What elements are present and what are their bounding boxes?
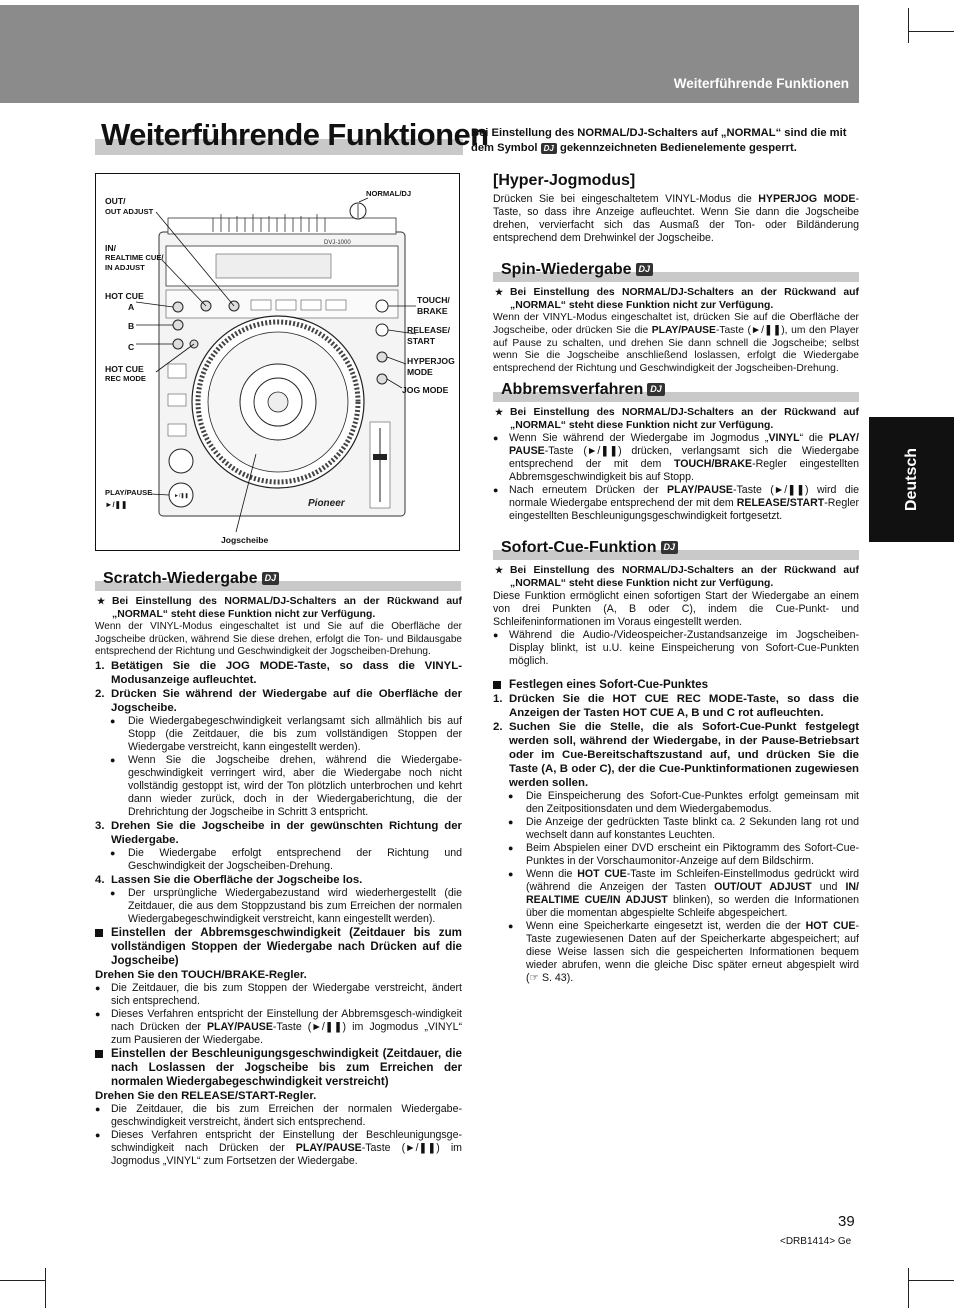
bullet-item: ● Wenn eine Speicherkarte eingesetzt ist, werden die der HOT CUE-Taste zugewiesenen Daten auf der Speicherkarte abgespeichert; auf diese Weise lassen sich die gespeicherten Informationen bequem wieder abrufen, wenn die gleiche Disc später erneut abgespielt wird (☞ S. 43).: [493, 920, 859, 985]
scratch-step: 1. Betätigen Sie die JOG MODE-Taste, so dass die VINYL-Modusanzeige aufleuchtet.: [95, 659, 462, 686]
crop-mark: [908, 31, 954, 32]
crop-mark: [908, 1268, 909, 1308]
label-normal-dj: NORMAL/DJ: [366, 189, 412, 198]
bullet-item: ● Die Wiedergabegeschwindigkeit verlangsamt sich allmählich bis auf Stopp (die Zeitdauer, die bis zum vollständigen Stoppen der Wiedergabe verstreicht, kann eingestellt werden).: [95, 715, 462, 754]
sofort-note: ★ Bei Einstellung des NORMAL/DJ-Schalters an der Rückwand auf „NORMAL“ steht diese Funktion nicht zur Verfügung.: [493, 564, 859, 590]
hyperjog-title: [Hyper-Jogmodus]: [493, 172, 636, 189]
header-band: [0, 5, 859, 103]
spin-section-body: ★ Bei Einstellung des NORMAL/DJ-Schalters an der Rückwand auf „NORMAL“ steht diese Funktion nicht zur Verfügung. Wenn der VINYL-Modus eingeschaltet ist, drücken Sie auf die Oberfläche der Jogscheibe, oder drücken Sie die PLAY/PAUSE-Taste (►/❚❚), um den Player auf Pause zu schalten, und drehen Sie dann schnell die Jogscheibe; selbst wenn Sie die Jogscheibe anschließend loslassen, erfolgt die Wiedergabe entsprechend der Richtung und Geschwindigkeit der Jogscheiben-Drehung.: [493, 286, 859, 376]
label-in-adjust: IN ADJUST: [105, 263, 145, 272]
label-out: OUT/: [105, 196, 126, 206]
crop-mark: [908, 8, 909, 43]
label-in: IN/: [105, 243, 116, 253]
scratch-intro: Wenn der VINYL-Modus eingeschaltet ist und Sie auf die Oberfläche der Jogscheibe drücken, während Sie diese drehen, erfolgt die Ton- und Bildausgabe entsprechend der Richtung und Geschwindigkeit der Jogscheiben-Drehung.: [95, 621, 462, 657]
label-hot-cue-a: A: [128, 302, 135, 312]
bullet-item: ● Die Einspeicherung des Sofort-Cue-Punktes erfolgt gemeinsam mit den Zeitpositionsdaten und dem Wiedergabemodus.: [493, 790, 859, 816]
crop-mark: [908, 1280, 954, 1281]
scratch-step: 2. Drücken Sie während der Wiedergabe auf die Oberfläche der Jogscheibe.: [95, 687, 462, 714]
bullet-item: ● Der ursprüngliche Wiedergabezustand wird wiederhergestellt (die Zeitdauer, die aus dem Stoppzustand bis zum Erreichen der normalen Wiedergabegeschwindigkeit verstreicht, kann eingestellt werden).: [95, 887, 462, 926]
accel-subhead: Einstellen der Beschleunigungsgeschwindigkeit (Zeitdauer, die nach Loslassen der Jogscheibe bis zum Erreichen der normalen Wiedergabegeschwindigkeit verstreicht): [95, 1047, 462, 1089]
bullet-item: ● Die Zeitdauer, die bis zum Erreichen der normalen Wiedergabe-geschwindigkeit verstreicht, ändert sich entsprechend.: [95, 1103, 462, 1129]
sofort-cue-section-title: Sofort-Cue-Funktion DJ: [501, 539, 678, 557]
label-jog-mode: JOG MODE: [402, 385, 449, 395]
brand-logo: Pioneer: [308, 498, 345, 509]
label-hot-cue: HOT CUE: [105, 291, 144, 301]
spin-section-title: Spin-Wiedergabe DJ: [501, 261, 653, 279]
language-tab: [869, 417, 954, 542]
label-out-adjust: OUT ADJUST: [105, 207, 154, 216]
label-rec-mode: REC MODE: [105, 374, 146, 383]
sofort-subhead: Festlegen eines Sofort-Cue-Punktes: [493, 678, 859, 692]
document-code: <DRB1414> Ge: [780, 1236, 852, 1247]
bullet-item: ● Dieses Verfahren entspricht der Einstellung der Abbremsgesch-windigkeit nach Drücken der PLAY/PAUSE-Taste (►/❚❚) im Jogmodus „VINYL“ zum Pausieren der Wiedergabe.: [95, 1008, 462, 1047]
bullet-item: ● Die Zeitdauer, die bis zum Stoppen der Wiedergabe verstreicht, ändert sich entsprechend.: [95, 982, 462, 1008]
hyperjog-body: Drücken Sie bei eingeschaltetem VINYL-Modus die HYPERJOG MODE-Taste, so dass ihre Anzeige aufleuchtet. Wenn Sie dann die Jogscheibe drehen, vervierfacht sich das Ausmaß der Ton- oder Bildänderung entsprechend dem Drehwinkel der Jogscheibe.: [493, 193, 859, 244]
label-jogscheibe: Jogscheibe: [221, 535, 269, 545]
brake-section-body: [493, 406, 859, 523]
label-release-start-2: START: [407, 336, 436, 346]
page-title: Weiterführende Funktionen: [101, 117, 489, 152]
sofort-cue-section-body: [493, 564, 859, 985]
label-hot-cue-rec: HOT CUE: [105, 364, 144, 374]
label-hyperjog-1: HYPERJOG: [407, 356, 455, 366]
scratch-step: 3. Drehen Sie die Jogscheibe in der gewünschten Richtung der Wiedergabe.: [95, 819, 462, 846]
dj-symbol: DJ: [541, 143, 557, 154]
bullet-item: ● Die Wiedergabe erfolgt entsprechend der Richtung und Geschwindigkeit der Jogscheiben-Drehung.: [95, 847, 462, 873]
dj-symbol: DJ: [262, 572, 280, 585]
scratch-section-body: [95, 595, 462, 1168]
label-hyperjog-2: MODE: [407, 367, 433, 377]
bullet-item: ● Beim Abspielen einer DVD erscheint ein Piktogramm des Sofort-Cue-Punktes in der Vorschaumonitor-Anzeige auf dem Bildschirm.: [493, 842, 859, 868]
sofort-step: 2. Suchen Sie die Stelle, die als Sofort-Cue-Punkt festgelegt werden soll, während der Wiedergabe, in der Pause-Betriebsart oder im Cue-Bereitschaftszustand auf, und drücken Sie die Taste (A, B oder C), der die Cue-Punktinformationen zugewiesen werden sollen.: [493, 721, 859, 789]
accel-instruction: Drehen Sie den RELEASE/START-Regler.: [95, 1089, 317, 1102]
sofort-intro: Diese Funktion ermöglicht einen sofortigen Start der Wiedergabe an einem von drei Punkten (A, B oder C), indem die Cue-Punkt- und Schleifeninformationen im Voraus eingestellt werden.: [493, 590, 859, 628]
crop-mark: [0, 1280, 46, 1281]
bullet-item: ● Dieses Verfahren entspricht der Einstellung der Beschleunigungsge-schwindigkeit nach Drücken der PLAY/PAUSE-Taste (►/❚❚) im Jogmodus „VINYL“ zum Fortsetzen der Wiedergabe.: [95, 1129, 462, 1168]
brake-note: ★ Bei Einstellung des NORMAL/DJ-Schalters an der Rückwand auf „NORMAL“ steht diese Funktion nicht zur Verfügung.: [493, 406, 859, 432]
bullet-item: ● Wenn Sie die Jogscheibe drehen, während die Wiedergabe-geschwindigkeit verringert wird, aber die Wiedergabe noch nicht vollständig gestoppt ist, wird der Ton plötzlich unterbrochen und kehrt dann wieder zurück, doch in der Wiedergaberichtung, die der Drehrichtung der Jogscheibe in Schritt 3 entspricht.: [95, 754, 462, 819]
bullet-item: ● Die Anzeige der gedrückten Taste blinkt ca. 2 Sekunden lang rot und wechselt dann auf konstantes Leuchten.: [493, 816, 859, 842]
scratch-step: 4. Lassen Sie die Oberfläche der Jogscheibe los.: [95, 873, 363, 886]
brake-instruction: Drehen Sie den TOUCH/BRAKE-Regler.: [95, 968, 307, 981]
spin-note: ★ Bei Einstellung des NORMAL/DJ-Schalters an der Rückwand auf „NORMAL“ steht diese Funktion nicht zur Verfügung.: [493, 286, 859, 312]
label-play-pause-symbol: ►/❚❚: [105, 500, 128, 509]
page-number: 39: [838, 1213, 855, 1230]
brake-section-title: Abbremsverfahren DJ: [501, 381, 665, 399]
device-figure: [95, 173, 460, 551]
bullet-item: ● Während die Audio-/Videospeicher-Zustandsanzeige im Jogscheiben-Display blinkt, ist u.U. keine Einspeicherung von Sofort-Cue-Punkten möglich.: [493, 629, 859, 668]
language-tab-label: Deutsch: [902, 447, 920, 512]
svg-text:►/❚❚: ►/❚❚: [174, 493, 189, 499]
bullet-item: ● Nach erneutem Drücken der PLAY/PAUSE-Taste (►/❚❚) wird die normale Wiedergabe entsprechend der mit dem RELEASE/START-Regler eingestellten Beschleunigungsgeschwindigkeit fortgesetzt.: [493, 484, 859, 523]
sofort-step: 1. Drücken Sie die HOT CUE REC MODE-Taste, so dass die Anzeigen der Tasten HOT CUE A, B und C rot aufleuchten.: [493, 693, 859, 719]
label-touch-brake-1: TOUCH/: [417, 295, 450, 305]
scratch-note: ★ Bei Einstellung des NORMAL/DJ-Schalters an der Rückwand auf „NORMAL“ steht diese Funktion nicht zur Verfügung.: [95, 595, 462, 621]
dj-symbol: DJ: [647, 383, 665, 396]
label-realtime-cue: REALTIME CUE/: [105, 253, 164, 262]
label-hot-cue-c: C: [128, 342, 135, 352]
brake-subhead: Einstellen der Abbremsgeschwindigkeit (Zeitdauer bis zum vollständigen Stoppen der Wiedergabe nach Drücken auf die Jogscheibe): [95, 926, 462, 968]
model-label: DVJ-1000: [324, 240, 351, 246]
dj-symbol: DJ: [636, 263, 654, 276]
label-touch-brake-2: BRAKE: [417, 306, 448, 316]
scratch-section-title: Scratch-Wiedergabe DJ: [103, 570, 279, 588]
dj-symbol: DJ: [661, 541, 679, 554]
bullet-item: ● Wenn Sie während der Wiedergabe im Jogmodus „VINYL“ die PLAY/ PAUSE-Taste (►/❚❚) drücken, verlangsamt sich die Wiedergabe entsprechend der mit dem TOUCH/BRAKE-Regler eingestellten Abbremsgeschwindigkeit bis auf Stopp.: [493, 432, 859, 484]
header-section-title: Weiterführende Funktionen: [673, 76, 849, 91]
label-play-pause: PLAY/PAUSE: [105, 488, 153, 497]
bullet-item: ● Wenn die HOT CUE-Taste im Schleifen-Einstellmodus gedrückt wird (während die Anzeigen der Tasten OUT/OUT ADJUST und IN/ REALTIME CUE/IN ADJUST blinken), so werden die Informationen über die momentan abgespielte Schleife abgespeichert.: [493, 868, 859, 920]
label-hot-cue-b: B: [128, 321, 135, 331]
crop-mark: [45, 1268, 46, 1308]
label-release-start-1: RELEASE/: [407, 325, 450, 335]
intro-note: Bei Einstellung des NORMAL/DJ-Schalters auf „NORMAL“ sind die mit dem Symbol DJ gekennzeichneten Bedienelemente gesperrt.: [471, 127, 847, 154]
